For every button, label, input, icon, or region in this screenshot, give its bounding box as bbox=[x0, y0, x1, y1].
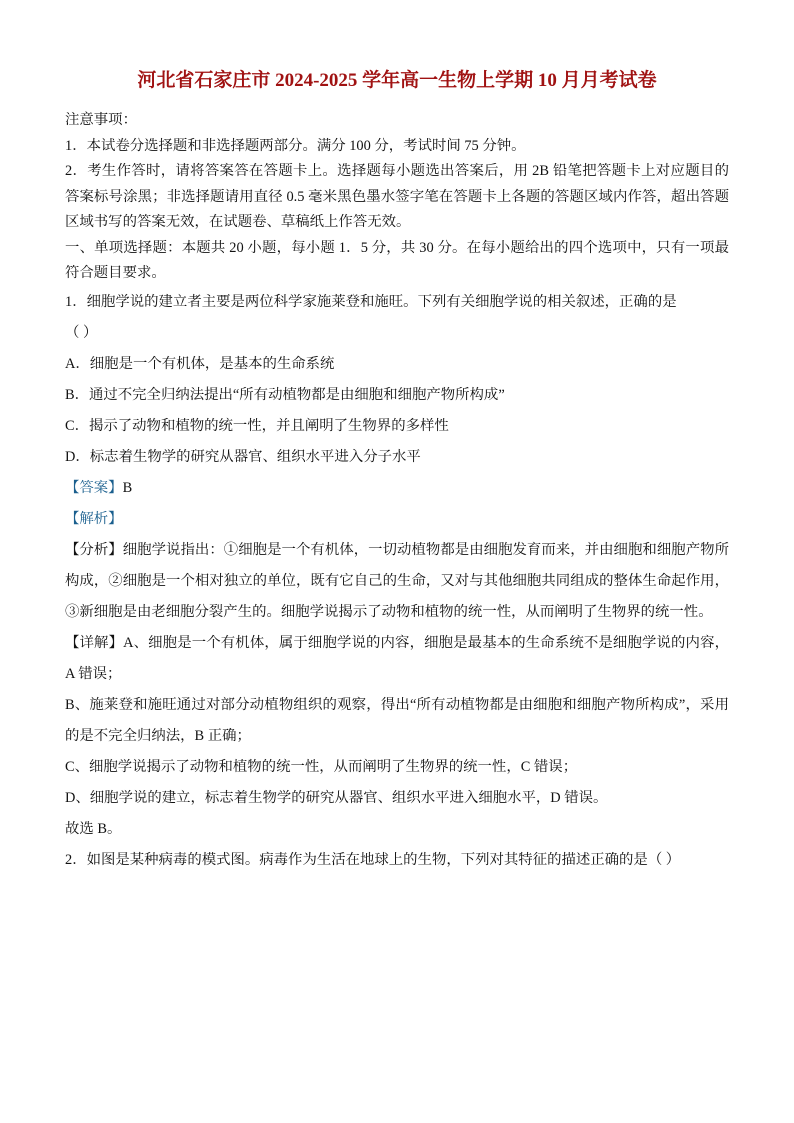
question-2-stem: 2．如图是某种病毒的模式图。病毒作为生活在地球上的生物，下列对其特征的描述正确的是（ ） bbox=[65, 851, 681, 868]
document-title: 河北省石家庄市 2024-2025 学年高一生物上学期 10 月月考试卷 bbox=[137, 70, 657, 91]
question-1-option-d: D．标志着生物学的研究从器官、组织水平进入分子水平 bbox=[65, 448, 421, 465]
question-1-option-c: C．揭示了动物和植物的统一性，并且阐明了生物界的多样性 bbox=[65, 417, 449, 434]
section-heading: 一、单项选择题：本题共 20 小题，每小题 1．5 分，共 30 分。在每小题给出的四个选项中，只有一项最符合题目要求。 bbox=[65, 239, 729, 281]
question-1-explanation-d: D、细胞学说的建立，标志着生物学的研究从器官、组织水平进入细胞水平，D 错误。 bbox=[65, 789, 608, 806]
notice-item-2: 2．考生作答时，请将答案答在答题卡上。选择题每小题选出答案后，用 2B 铅笔把答题卡上对应题目的答案标号涂黑；非选择题请用直径 0.5 毫米黑色墨水签字笔在答题卡上各题的答题区域内作答，超出答题区域书写的答案无效，在试题卷、草稿纸上作答无效。 bbox=[65, 163, 729, 230]
question-1-stem: 1．细胞学说的建立者主要是两位科学家施莱登和施旺。下列有关细胞学说的相关叙述，正确的是 bbox=[65, 293, 677, 310]
question-2-block bbox=[65, 845, 729, 876]
answer-label: 【答案】 bbox=[65, 479, 123, 496]
question-1-explanation-a: 【详解】A、细胞是一个有机体，属于细胞学说的内容，细胞是最基本的生命系统不是细胞学说的内容，A 错误； bbox=[65, 634, 729, 682]
question-1-explanation-c: C、细胞学说揭示了动物和植物的统一性，从而阐明了生物界的统一性，C 错误； bbox=[65, 758, 578, 775]
answer-value: B bbox=[122, 479, 133, 496]
analysis-label: 【解析】 bbox=[65, 510, 123, 527]
question-1-block bbox=[65, 287, 729, 845]
question-1-answer-bracket: （ ） bbox=[65, 324, 98, 341]
question-1-option-b: B．通过不完全归纳法提出“所有动植物都是由细胞和细胞产物所构成” bbox=[65, 386, 505, 403]
question-1-conclusion: 故选 B。 bbox=[65, 820, 122, 837]
question-1-explanation-b: B、施莱登和施旺通过对部分动植物组织的观察，得出“所有动植物都是由细胞和细胞产物所构成”，采用的是不完全归纳法，B 正确； bbox=[65, 696, 729, 744]
question-1-option-a: A．细胞是一个有机体，是基本的生命系统 bbox=[65, 355, 335, 372]
notice-section bbox=[65, 108, 729, 287]
notice-item-1: 1．本试卷分选择题和非选择题两部分。满分 100 分，考试时间 75 分钟。 bbox=[65, 137, 526, 154]
notice-heading: 注意事项： bbox=[65, 112, 137, 128]
question-1-analysis-overview: 【分析】细胞学说指出：①细胞是一个有机体，一切动植物都是由细胞发育而来，并由细胞和细胞产物所构成，②细胞是一个相对独立的单位，既有它自己的生命，又对与其他细胞共同组成的整体生命起作用，③新细胞是由老细胞分裂产生的。细胞学说揭示了动物和植物的统一性，从而阐明了生物界的统一性。 bbox=[65, 541, 729, 620]
question-1-answer-line bbox=[65, 473, 729, 504]
question-1-analysis-heading bbox=[65, 504, 729, 535]
